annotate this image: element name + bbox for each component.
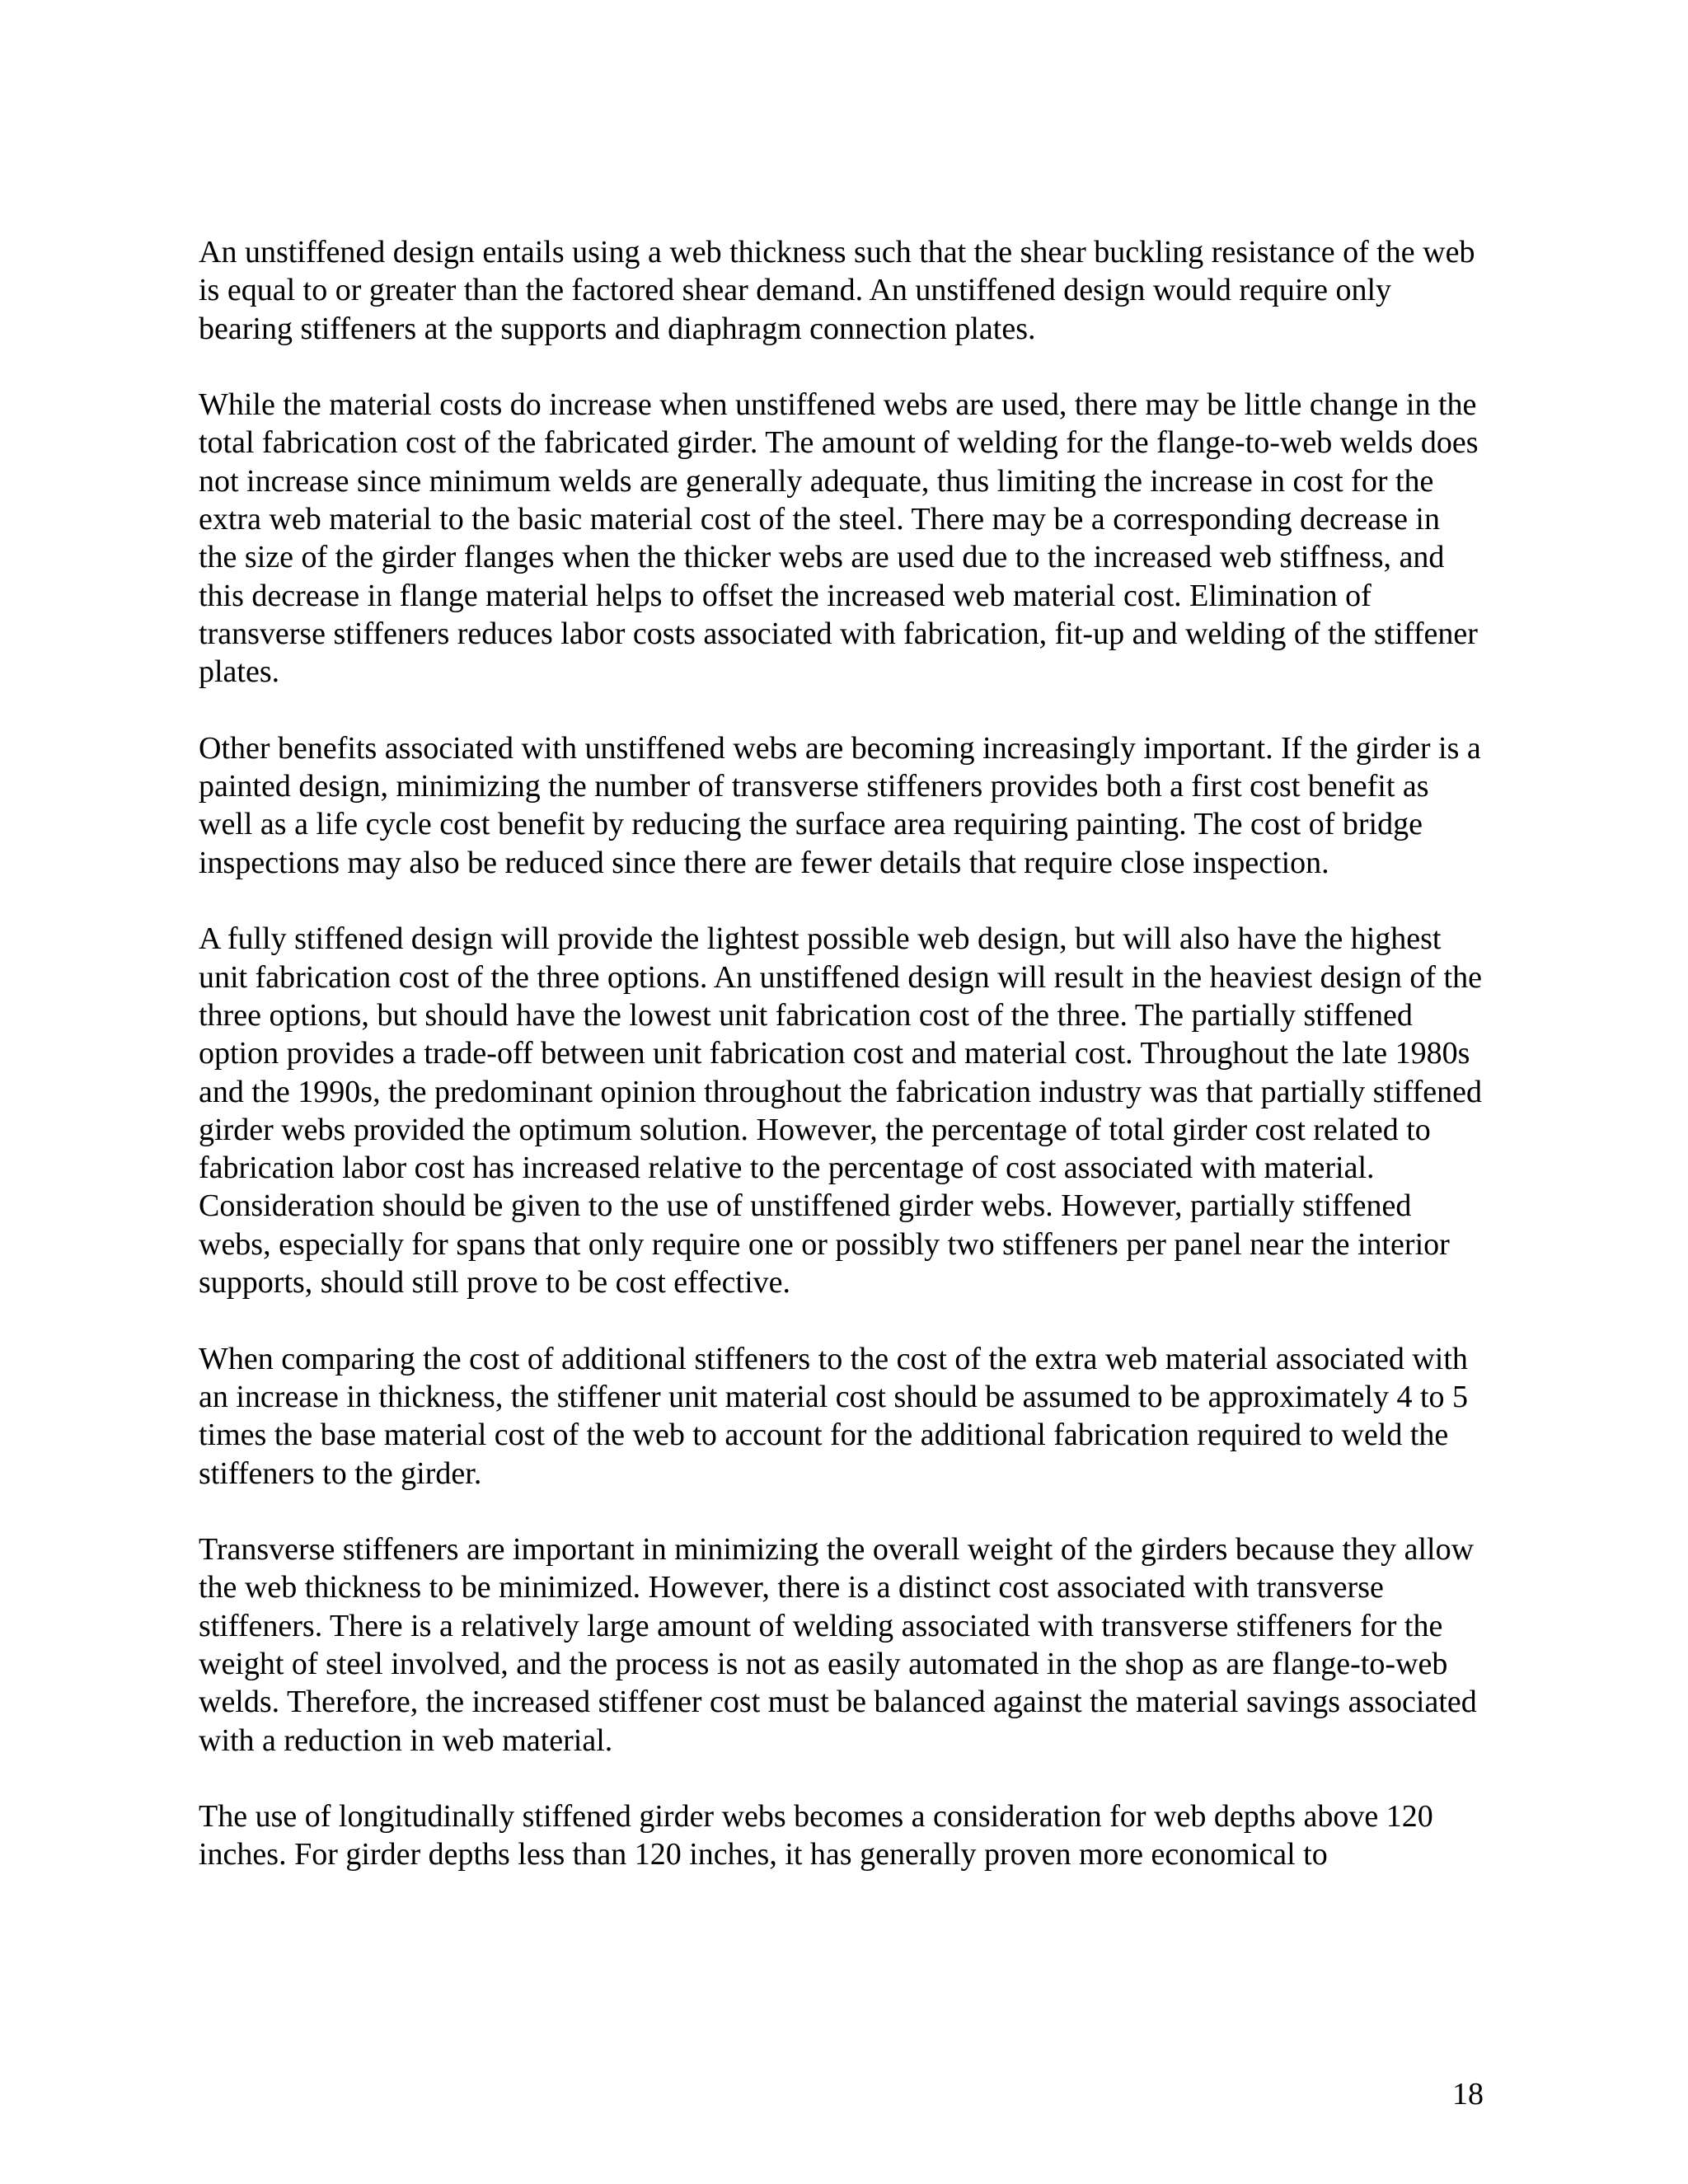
paragraph-longitudinal-stiffeners: The use of longitudinally stiffened girder webs becomes a consideration for web depths above 120 inches. For girder depths less than 120 inches, it has generally proven more economical to <box>199 1799 1433 1872</box>
paragraph-other-benefits: Other benefits associated with unstiffened webs are becoming increasingly important. If the girder is a painted design, minimizing the number of transverse stiffeners provides both a first cost benefit as well as a life cycle cost benefit by reducing the surface area requiring painting. The cost of bridge inspections may also be reduced since there are fewer details that require close inspection. <box>199 730 1481 880</box>
paragraph-unstiffened-design: An unstiffened design entails using a web thickness such that the shear buckling resistance of the web is equal to or greater than the factored shear demand. An unstiffened design would require only bearing stiffeners at the supports and diaphragm connection plates. <box>199 235 1475 346</box>
paragraph-transverse-stiffeners: Transverse stiffeners are important in minimizing the overall weight of the girders because they allow the web thickness to be minimized. However, there is a distinct cost associated with transverse stiffeners. There is a relatively large amount of welding associated with transverse stiffeners for the weight of steel involved, and the process is not as easily automated in the shop as are flange-to-web welds. Therefore, the increased stiffener cost must be balanced against the material savings associated with a reduction in web material. <box>199 1532 1477 1758</box>
paragraph-material-costs: While the material costs do increase when unstiffened webs are used, there may be little change in the total fabrication cost of the fabricated girder. The amount of welding for the flange-to-web welds does not increase since minimum welds are generally adequate, thus limiting the increase in cost for the extra web material to the basic material cost of the steel. There may be a corresponding decrease in the size of the girder flanges when the thicker webs are used due to the increased web stiffness, and this decrease in flange material helps to offset the increased web material cost. Elimination of transverse stiffeners reduces labor costs associated with fabrication, fit-up and welding of the stiffener plates. <box>199 387 1479 690</box>
body-text <box>199 233 1484 1874</box>
page-number: 18 <box>1452 2077 1484 2111</box>
paragraph-fully-stiffened: A fully stiffened design will provide the lightest possible web design, but will also have the highest unit fabrication cost of the three options. An unstiffened design will result in the heaviest design of the three options, but should have the lowest unit fabrication cost of the three. The partially stiffened option provides a trade-off between unit fabrication cost and material cost. Throughout the late 1980s and the 1990s, the predominant opinion throughout the fabrication industry was that partially stiffened girder webs provided the optimum solution. However, the percentage of total girder cost related to fabrication labor cost has increased relative to the percentage of cost associated with material. Consideration should be given to the use of unstiffened girder webs. However, partially stiffened webs, especially for spans that only require one or possibly two stiffeners per panel near the interior supports, should still prove to be cost effective. <box>199 921 1482 1301</box>
paragraph-comparing-cost: When comparing the cost of additional stiffeners to the cost of the extra web material associated with an increase in thickness, the stiffener unit material cost should be assumed to be approximately 4 to 5 times the base material cost of the web to account for the additional fabrication required to weld the stiffeners to the girder. <box>199 1341 1469 1491</box>
